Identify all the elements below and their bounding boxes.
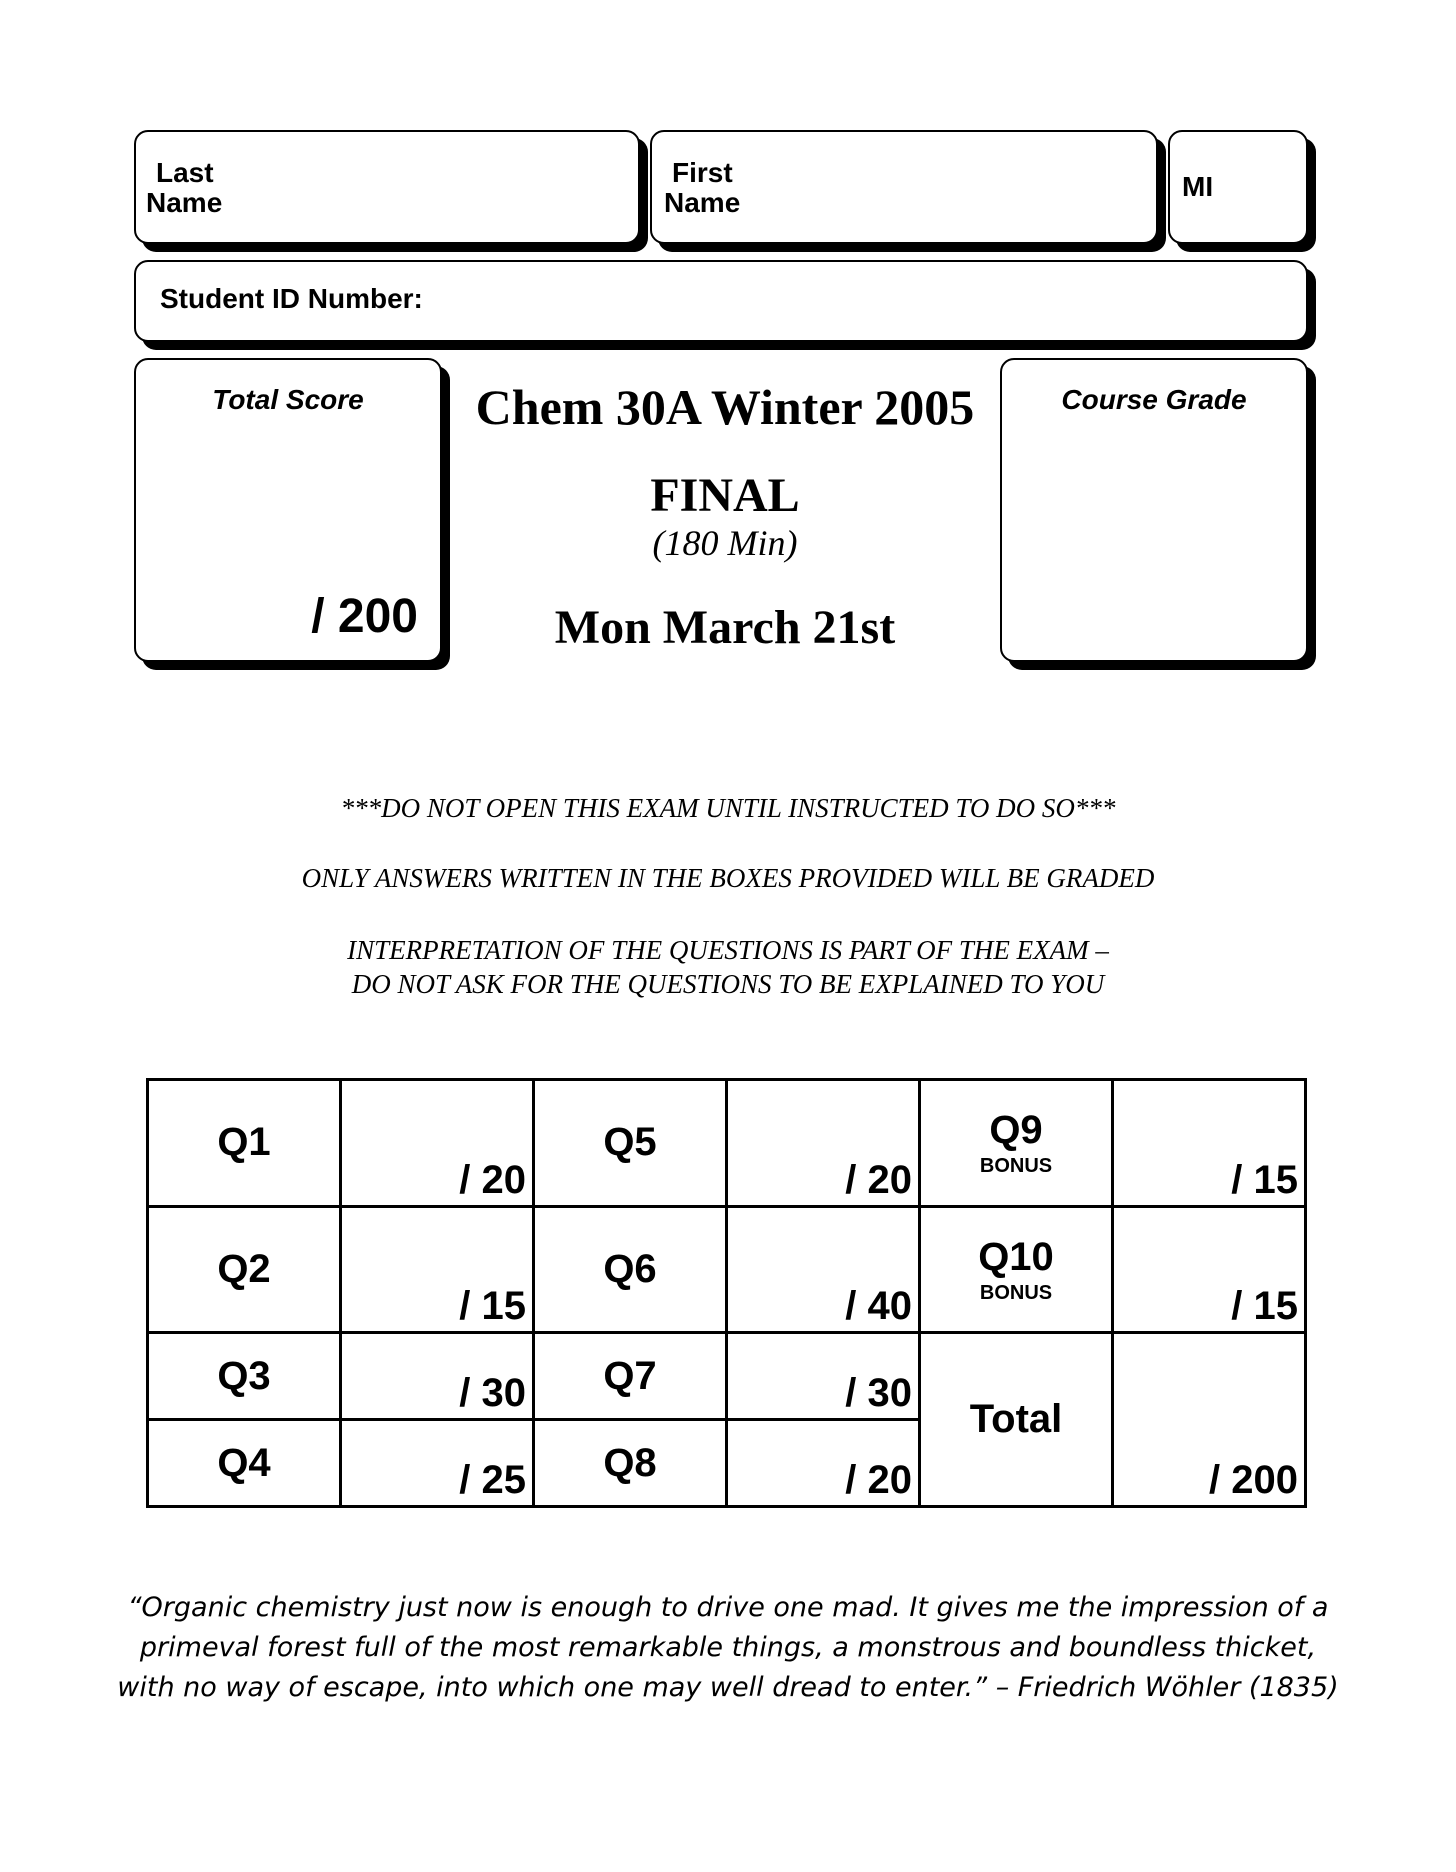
question-number: Q10 [978, 1234, 1054, 1279]
question-label: Q6 [534, 1206, 727, 1333]
mi-label: MI [1182, 171, 1214, 202]
question-score-cell[interactable]: / 15 [1113, 1080, 1306, 1207]
quote-line-1: “Organic chemistry just now is enough to drive one mad. It gives me the impression of a [127, 1592, 1329, 1623]
student-id-label: Student ID Number: [160, 283, 423, 314]
course-title: Chem 30A Winter 2005 [475, 379, 975, 435]
middle-initial-field[interactable] [1168, 130, 1308, 244]
table-row [148, 1206, 1306, 1333]
question-score-cell[interactable]: / 25 [341, 1420, 534, 1507]
quote-line-3: with no way of escape, into which one may well dread to enter.” – Friedrich Wöhler (1835) [117, 1672, 1339, 1703]
first-name-label-line2: Name [664, 187, 741, 218]
table-row [148, 1080, 1306, 1207]
exam-date: Mon March 21st [554, 601, 896, 654]
question-label: Q3 [148, 1333, 341, 1420]
question-label: Q1 [148, 1080, 341, 1207]
bonus-label: BONUS [979, 1154, 1053, 1177]
question-score-cell[interactable]: / 20 [727, 1420, 920, 1507]
question-label: Q5 [534, 1080, 727, 1207]
total-score-box[interactable] [134, 358, 442, 662]
last-name-label-line2: Name [146, 187, 223, 218]
question-score-cell[interactable]: / 20 [727, 1080, 920, 1207]
total-label: Total [920, 1333, 1113, 1507]
exam-duration: (180 Min) [652, 523, 798, 563]
question-score-cell[interactable]: / 30 [727, 1333, 920, 1420]
last-name-label-line1: Last [156, 157, 214, 188]
exam-name: FINAL [650, 469, 800, 522]
instruction-interpretation-1: INTERPRETATION OF THE QUESTIONS IS PART OF THE EXAM – [347, 935, 1109, 965]
instruction-answers-in-boxes: ONLY ANSWERS WRITTEN IN THE BOXES PROVIDED WILL BE GRADED [301, 863, 1155, 893]
first-name-label [664, 157, 741, 218]
grade-table [146, 1078, 1307, 1508]
question-label [920, 1206, 1113, 1333]
question-label: Q8 [534, 1420, 727, 1507]
last-name-field[interactable] [134, 130, 640, 244]
question-label [920, 1080, 1113, 1207]
question-label: Q7 [534, 1333, 727, 1420]
question-number: Q9 [989, 1107, 1043, 1152]
course-grade-box[interactable] [1000, 358, 1308, 662]
first-name-field[interactable] [650, 130, 1158, 244]
total-score-max: / 200 [311, 590, 418, 643]
table-row [148, 1333, 1306, 1420]
question-score-cell[interactable]: / 15 [1113, 1206, 1306, 1333]
instruction-interpretation-2: DO NOT ASK FOR THE QUESTIONS TO BE EXPLAINED TO YOU [351, 969, 1105, 999]
question-score-cell[interactable]: / 20 [341, 1080, 534, 1207]
total-score-label: Total Score [212, 384, 364, 415]
course-grade-label: Course Grade [1061, 384, 1247, 415]
last-name-label [146, 157, 223, 218]
question-score-cell[interactable]: / 15 [341, 1206, 534, 1333]
wohler-quote [110, 1588, 1346, 1708]
total-score-cell[interactable]: / 200 [1113, 1333, 1306, 1507]
student-id-field[interactable] [134, 260, 1308, 342]
instruction-do-not-open: ***DO NOT OPEN THIS EXAM UNTIL INSTRUCTED TO DO SO*** [340, 793, 1116, 823]
question-label: Q4 [148, 1420, 341, 1507]
question-score-cell[interactable]: / 40 [727, 1206, 920, 1333]
bonus-label: BONUS [979, 1281, 1053, 1304]
first-name-label-line1: First [672, 157, 733, 188]
question-label: Q2 [148, 1206, 341, 1333]
quote-line-2: primeval forest full of the most remarkable things, a monstrous and boundless thicket, [139, 1632, 1317, 1663]
question-score-cell[interactable]: / 30 [341, 1333, 534, 1420]
